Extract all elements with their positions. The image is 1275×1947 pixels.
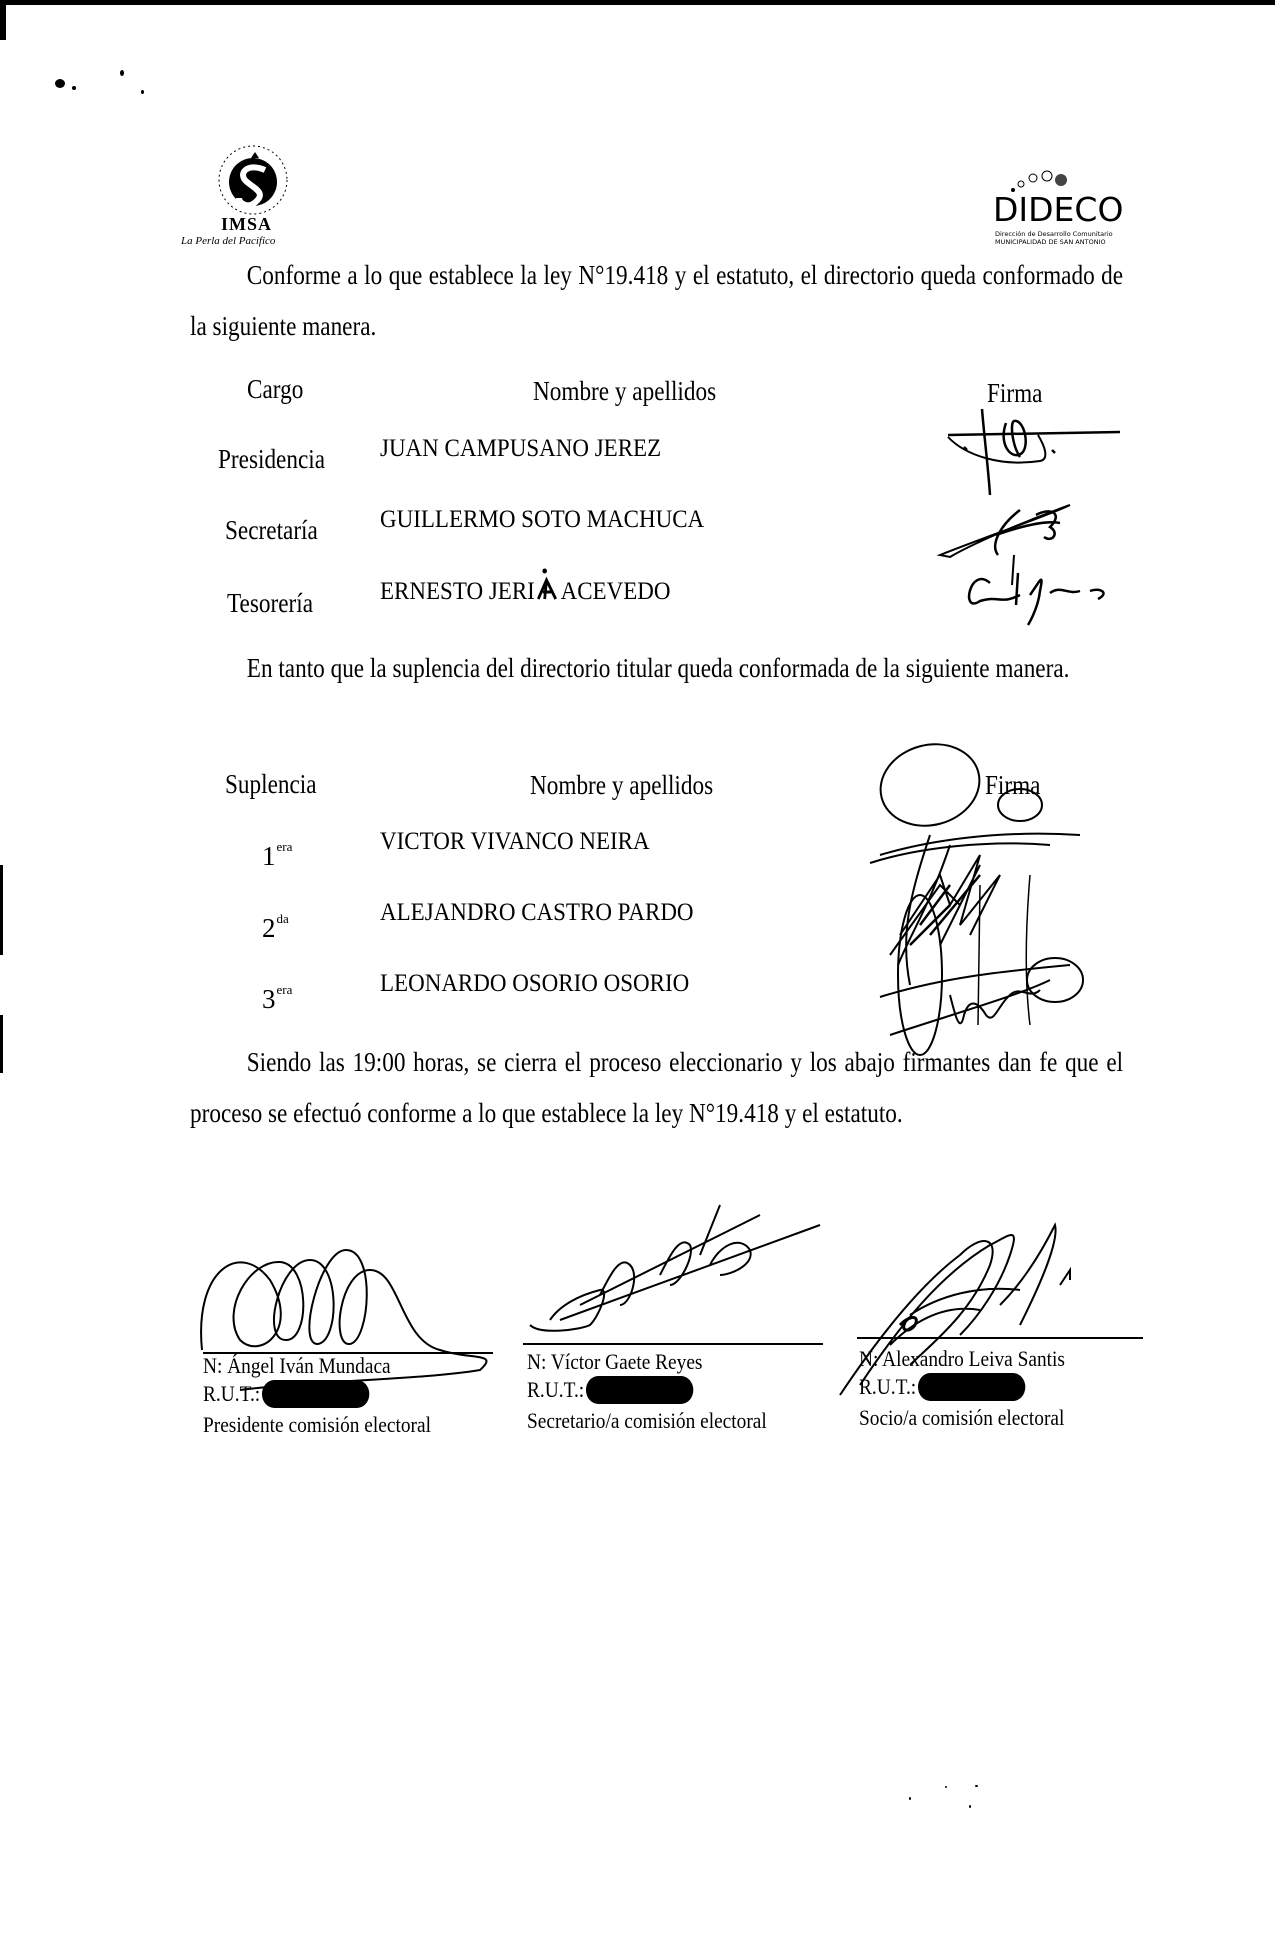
signer-name: N: Alexandro Leiva Santis bbox=[859, 1346, 1065, 1371]
suplencia-order: $1^{era}$ bbox=[262, 839, 293, 871]
header-cargo: Cargo bbox=[247, 374, 304, 404]
nombre-tesoreria: ERNESTO JERI ACEVEDO bbox=[380, 577, 670, 606]
nombre-suplente-1: VICTOR VIVANCO NEIRA bbox=[380, 828, 650, 855]
intro-paragraph bbox=[190, 250, 1123, 352]
suplencia-paragraph-text: En tanto que la suplencia del directorio titular queda conformada de la siguiente manera. bbox=[246, 653, 1070, 683]
scan-speck bbox=[975, 1785, 978, 1787]
ink-mark-icon bbox=[536, 577, 560, 603]
signature-line bbox=[523, 1343, 823, 1345]
header-nombre-suplencia: Nombre y apellidos bbox=[530, 770, 714, 800]
suplencia-paragraph bbox=[190, 643, 1123, 694]
signer-socio bbox=[859, 1345, 1065, 1432]
scan-speck bbox=[55, 79, 65, 88]
signer-role: Presidente comisión electoral bbox=[203, 1412, 431, 1437]
scan-speck bbox=[969, 1805, 971, 1808]
signer-role: Socio/a comisión electoral bbox=[859, 1405, 1065, 1430]
scan-border-left bbox=[0, 865, 3, 955]
nombre-secretaria: GUILLERMO SOTO MACHUCA bbox=[380, 506, 705, 533]
scan-border-top bbox=[0, 0, 1275, 5]
redaction-bar bbox=[918, 1373, 1025, 1401]
redaction-bar bbox=[262, 1380, 369, 1408]
nombre-suplente-2: ALEJANDRO CASTRO PARDO bbox=[380, 899, 694, 926]
nombre-suplente-3: LEONARDO OSORIO OSORIO bbox=[380, 970, 690, 997]
signature-secretario-icon bbox=[520, 1195, 820, 1345]
scan-speck bbox=[945, 1786, 947, 1788]
closing-paragraph-text: Siendo las 19:00 horas, se cierra el proceso eleccionario y los abajo firmantes dan fe que el proceso se efectuó conforme a lo que establece la ley N°19.418 y el estatuto. bbox=[190, 1047, 1124, 1128]
nombre-presidencia: JUAN CAMPUSANO JEREZ bbox=[380, 435, 662, 462]
signature-line bbox=[857, 1337, 1143, 1339]
signer-name: N: Ángel Iván Mundaca bbox=[203, 1353, 391, 1378]
header-suplencia: Suplencia bbox=[225, 769, 317, 799]
scan-speck bbox=[909, 1797, 911, 1800]
scan-speck bbox=[141, 90, 144, 94]
dideco-logo bbox=[985, 160, 1124, 250]
signature-presidencia-icon bbox=[940, 395, 1125, 625]
scan-speck bbox=[72, 86, 76, 90]
imsa-logo bbox=[181, 140, 315, 250]
signer-rut: R.U.T.: bbox=[203, 1380, 431, 1408]
scan-border-left bbox=[0, 1015, 3, 1073]
scan-border-left bbox=[0, 0, 6, 40]
imsa-logo-text: IMSA bbox=[221, 214, 273, 234]
signer-rut: R.U.T.: bbox=[527, 1376, 767, 1404]
intro-paragraph-text: Conforme a lo que establece la ley N°19.418 y el estatuto, el directorio queda conformado de la siguiente manera. bbox=[190, 260, 1124, 341]
dideco-subtitle: Dirección de Desarrollo Comunitario bbox=[995, 230, 1113, 238]
signer-secretario bbox=[527, 1348, 767, 1435]
header-firma-suplencia: Firma bbox=[985, 770, 1041, 800]
cargo-secretaria: Secretaría bbox=[225, 515, 318, 545]
dideco-subtitle: MUNICIPALIDAD DE SAN ANTONIO bbox=[995, 238, 1106, 246]
signature-suplencia-icon bbox=[870, 735, 1100, 1065]
redaction-bar bbox=[586, 1376, 693, 1404]
scan-speck bbox=[120, 70, 124, 76]
signer-role: Secretario/a comisión electoral bbox=[527, 1408, 767, 1433]
signer-name: N: Víctor Gaete Reyes bbox=[527, 1349, 703, 1374]
imsa-tagline: La Perla del Pacifico bbox=[181, 235, 276, 247]
suplencia-order: $2^{da}$ bbox=[262, 911, 289, 943]
cargo-tesoreria: Tesorería bbox=[227, 588, 314, 618]
header-firma: Firma bbox=[987, 378, 1043, 408]
suplencia-order: $3^{era}$ bbox=[262, 982, 293, 1014]
closing-paragraph bbox=[190, 1037, 1123, 1139]
signer-presidente bbox=[203, 1352, 431, 1439]
dideco-logo-text: DIDECO bbox=[993, 190, 1124, 229]
header-nombre: Nombre y apellidos bbox=[533, 376, 717, 406]
signer-rut: R.U.T.: bbox=[859, 1373, 1065, 1401]
cargo-presidencia: Presidencia bbox=[218, 444, 326, 474]
